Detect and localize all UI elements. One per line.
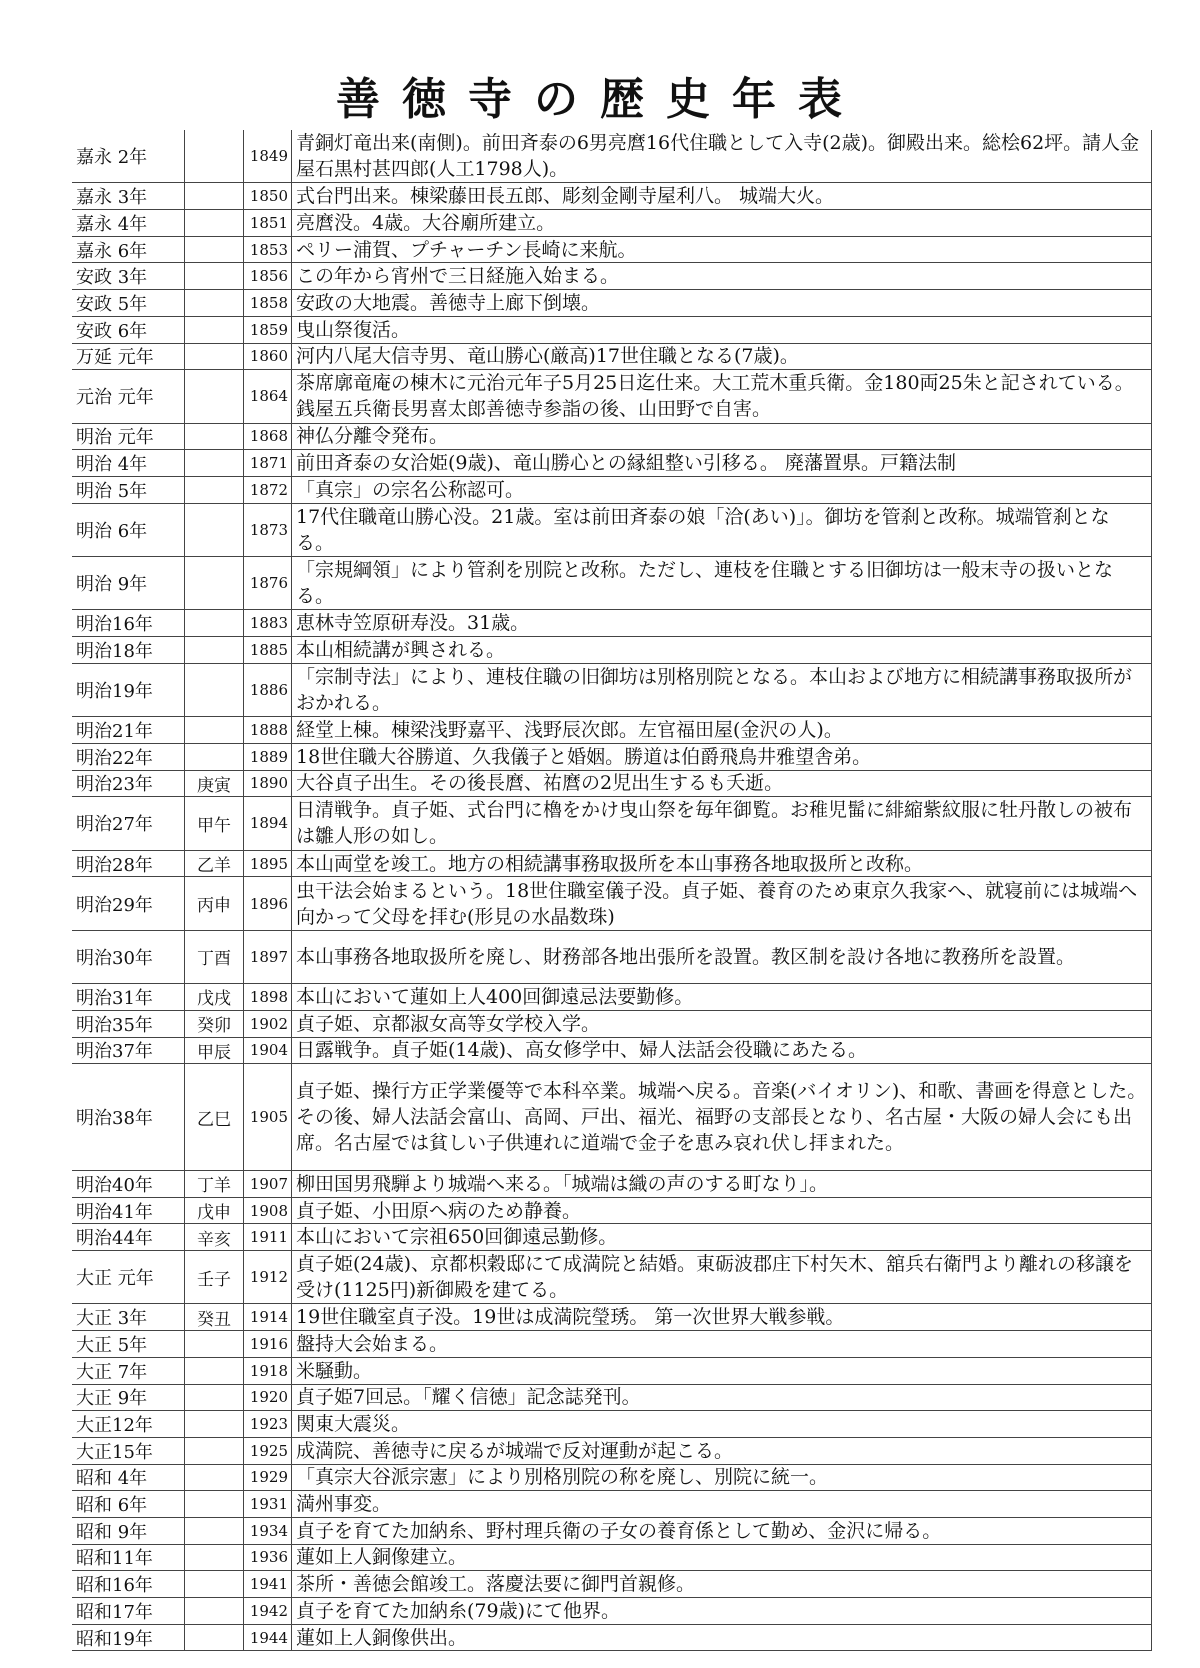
timeline-row [72, 1304, 1152, 1331]
kanshi-cell [184, 1491, 244, 1517]
era-cell: 昭和 9年 [76, 1521, 148, 1543]
timeline-row [72, 290, 1152, 317]
event-cell [292, 344, 1152, 370]
event-cell [292, 210, 1152, 236]
event-text: ペリー浦賀、プチャーチン長崎に来航。 [296, 238, 637, 261]
timeline-row [72, 317, 1152, 344]
era-cell: 安政 6年 [76, 320, 148, 342]
event-cell [292, 637, 1152, 663]
year-cell: 1873 [244, 504, 292, 556]
era-cell: 明治28年 [76, 854, 153, 876]
event-cell [292, 1598, 1152, 1624]
era-cell: 大正 9年 [76, 1388, 148, 1410]
event-cell [292, 717, 1152, 743]
era-cell: 明治16年 [76, 614, 153, 636]
event-text: 盤持大会始まる。 [296, 1332, 449, 1355]
event-cell [292, 797, 1152, 849]
kanshi-cell [184, 557, 244, 609]
event-text: 日露戦争。貞子姫(14歳)、高女修学中、婦人法話会役職にあたる。 [296, 1039, 868, 1062]
event-text: 経堂上棟。棟梁浅野嘉平、浅野辰次郎。左官福田屋(金沢の人)。 [296, 719, 843, 742]
year-cell: 1902 [244, 1011, 292, 1037]
event-text: 虫干法会始まるという。18世住職室儀子没。貞子姫、養育のため東京久我家へ、就寝前には城端へ向かって父母を拝む(形見の水晶数珠) [296, 879, 1138, 928]
year-cell: 1864 [244, 370, 292, 422]
year-cell: 1886 [244, 664, 292, 716]
event-text: 関東大震災。 [296, 1413, 411, 1436]
history-timeline-table [72, 130, 1152, 1651]
event-cell [292, 664, 1152, 716]
era-cell: 明治29年 [76, 894, 153, 916]
event-text: 成満院、善徳寺に戻るが城端で反対運動が起こる。 [296, 1439, 734, 1462]
era-cell: 明治27年 [76, 814, 153, 836]
timeline-row [72, 130, 1152, 183]
timeline-row [72, 1545, 1152, 1572]
event-cell [292, 1198, 1152, 1224]
event-text: 河内八尾大信寺男、竜山勝心(厳高)17世住職となる(7歳)。 [296, 345, 799, 368]
year-cell: 1923 [244, 1411, 292, 1437]
kanshi-cell [184, 317, 244, 343]
year-cell: 1934 [244, 1518, 292, 1544]
era-cell: 明治 9年 [76, 574, 148, 596]
era-cell: 大正 元年 [76, 1268, 154, 1290]
timeline-row [72, 771, 1152, 798]
event-text: 本山において蓮如上人400回御遠忌法要勤修。 [296, 985, 694, 1008]
era-cell: 明治 6年 [76, 520, 148, 542]
era-cell: 大正12年 [76, 1415, 153, 1437]
era-cell: 万延 元年 [76, 347, 154, 369]
era-cell: 昭和 6年 [76, 1495, 148, 1517]
kanshi-cell [184, 1358, 244, 1384]
event-cell [292, 424, 1152, 450]
era-cell: 嘉永 6年 [76, 240, 148, 262]
timeline-row [72, 1438, 1152, 1465]
event-text: 大谷貞子出生。その後長麿、祐麿の2児出生するも夭逝。 [296, 772, 784, 795]
timeline-row [72, 1491, 1152, 1518]
era-cell: 明治18年 [76, 640, 153, 662]
event-text: 亮麿没。4歳。大谷廟所建立。 [296, 211, 556, 234]
era-cell: 元治 元年 [76, 387, 154, 409]
year-cell: 1936 [244, 1545, 292, 1571]
year-cell: 1920 [244, 1385, 292, 1411]
year-cell: 1897 [244, 931, 292, 983]
timeline-row [72, 1385, 1152, 1412]
era-cell: 大正15年 [76, 1441, 153, 1463]
kanshi-cell [184, 130, 244, 182]
kanshi-cell [184, 1518, 244, 1544]
era-cell: 明治37年 [76, 1041, 153, 1063]
kanshi-cell [184, 1465, 244, 1491]
year-cell: 1941 [244, 1571, 292, 1597]
kanshi-cell [184, 1331, 244, 1357]
event-text: 「真宗」の宗名公称認可。 [296, 478, 525, 501]
timeline-row [72, 877, 1152, 930]
era-cell: 昭和19年 [76, 1628, 153, 1650]
year-cell: 1888 [244, 717, 292, 743]
event-cell [292, 1518, 1152, 1544]
event-cell [292, 504, 1152, 556]
year-cell: 1905 [244, 1064, 292, 1170]
event-text: 青銅灯竜出来(南側)。前田斉泰の6男亮麿16代住職として入寺(2歳)。御殿出来。総桧62坪。請人金屋石黒村甚四郎(人工1798人)。 [296, 132, 1140, 181]
event-text: 貞子を育てた加納糸(79歳)にて他界。 [296, 1599, 621, 1622]
era-cell: 昭和17年 [76, 1601, 153, 1623]
kanshi-cell [184, 290, 244, 316]
timeline-row [72, 210, 1152, 237]
event-text: この年から宵州で三日経施入始まる。 [296, 265, 620, 288]
kanshi-cell: 戊申 [184, 1198, 244, 1224]
kanshi-cell [184, 263, 244, 289]
timeline-row [72, 1038, 1152, 1065]
year-cell: 1856 [244, 263, 292, 289]
event-cell [292, 1465, 1152, 1491]
kanshi-cell: 戊戌 [184, 984, 244, 1010]
kanshi-cell [184, 1571, 244, 1597]
timeline-row [72, 1625, 1152, 1652]
event-text: 前田斉泰の女洽姫(9歳)、竜山勝心との縁組整い引移る。 廃藩置県。戸籍法制 [296, 452, 956, 475]
event-cell [292, 1038, 1152, 1064]
kanshi-cell: 辛亥 [184, 1224, 244, 1250]
timeline-row [72, 450, 1152, 477]
kanshi-cell [184, 210, 244, 236]
event-text: 本山両堂を竣工。地方の相続講事務取扱所を本山事務各地取扱所と改称。 [296, 852, 924, 875]
event-text: 本山相続講が興される。 [296, 638, 506, 661]
timeline-row [72, 237, 1152, 264]
kanshi-cell: 丙申 [184, 877, 244, 929]
era-cell: 明治19年 [76, 681, 153, 702]
era-cell: 昭和11年 [76, 1548, 153, 1570]
timeline-row [72, 1571, 1152, 1598]
year-cell: 1850 [244, 183, 292, 209]
event-cell [292, 1571, 1152, 1597]
event-text: 蓮如上人銅像供出。 [296, 1626, 468, 1649]
event-text: 茶席廓竜庵の棟木に元治元年子5月25日迄仕来。大工荒木重兵衛。金180両25朱と記されている。銭屋五兵衛長男喜太郎善徳寺参詣の後、山田野で自害。 [296, 372, 1134, 421]
event-text: 安政の大地震。善徳寺上廊下倒壊。 [296, 291, 601, 314]
event-cell [292, 317, 1152, 343]
event-text: 蓮如上人銅像建立。 [296, 1546, 468, 1569]
event-text: 神仏分離令発布。 [296, 425, 449, 448]
timeline-row [72, 370, 1152, 423]
kanshi-cell [184, 637, 244, 663]
kanshi-cell [184, 664, 244, 716]
event-text: 米騒動。 [296, 1359, 373, 1382]
year-cell: 1876 [244, 557, 292, 609]
timeline-row [72, 1171, 1152, 1198]
event-cell [292, 1171, 1152, 1197]
era-cell: 明治35年 [76, 1014, 153, 1036]
event-cell [292, 1064, 1152, 1170]
timeline-row [72, 637, 1152, 664]
event-cell [292, 130, 1152, 182]
event-cell [292, 1358, 1152, 1384]
year-cell: 1872 [244, 477, 292, 503]
timeline-row [72, 263, 1152, 290]
event-text: 本山において宗祖650回御遠忌勤修。 [296, 1226, 618, 1249]
year-cell: 1911 [244, 1224, 292, 1250]
era-cell: 明治 4年 [76, 454, 148, 476]
event-cell [292, 771, 1152, 797]
event-text: 柳田国男飛騨より城端へ来る。「城端は織の声のする町なり」。 [296, 1172, 829, 1195]
event-text: 貞子姫、操行方正学業優等で本科卒業。城端へ戻る。音楽(バイオリン)、和歌、書画を得意とした。その後、婦人法話会富山、高岡、戸出、福光、福野の支部長となり、名古屋・大阪の婦人会にも出席。名古屋では貧しい子供連れに道端で金子を恵み哀れ伏し拝まれた。 [296, 1080, 1147, 1155]
kanshi-cell [184, 744, 244, 770]
year-cell: 1860 [244, 344, 292, 370]
year-cell: 1871 [244, 450, 292, 476]
timeline-row [72, 1411, 1152, 1438]
kanshi-cell: 丁酉 [184, 931, 244, 983]
kanshi-cell: 甲午 [184, 797, 244, 849]
era-cell: 明治31年 [76, 987, 153, 1009]
event-cell [292, 984, 1152, 1010]
event-text: 「宗規綱領」により管刹を別院と改称。ただし、連枝を住職とする旧御坊は一般末寺の扱いとなる。 [296, 559, 1114, 608]
year-cell: 1896 [244, 877, 292, 929]
event-cell [292, 877, 1152, 929]
year-cell: 1894 [244, 797, 292, 849]
era-cell: 安政 5年 [76, 293, 148, 315]
era-cell: 明治 5年 [76, 480, 148, 502]
event-cell [292, 263, 1152, 289]
event-text: 17代住職竜山勝心没。21歳。室は前田斉泰の娘「洽(あい)」。御坊を管刹と改称。城端管刹となる。 [296, 505, 1110, 554]
year-cell: 1914 [244, 1304, 292, 1330]
year-cell: 1918 [244, 1358, 292, 1384]
year-cell: 1885 [244, 637, 292, 663]
era-cell: 昭和16年 [76, 1575, 153, 1597]
era-cell: 大正 7年 [76, 1361, 148, 1383]
event-cell [292, 557, 1152, 609]
year-cell: 1931 [244, 1491, 292, 1517]
kanshi-cell [184, 610, 244, 636]
year-cell: 1858 [244, 290, 292, 316]
timeline-row [72, 1011, 1152, 1038]
timeline-row [72, 664, 1152, 717]
event-text: 本山事務各地取扱所を廃し、財務部各地出張所を設置。教区制を設け各地に教務所を設置。 [296, 945, 1076, 968]
timeline-row [72, 1598, 1152, 1625]
event-cell [292, 851, 1152, 877]
year-cell: 1889 [244, 744, 292, 770]
year-cell: 1849 [244, 130, 292, 182]
timeline-row [72, 797, 1152, 850]
event-cell [292, 610, 1152, 636]
era-cell: 明治30年 [76, 947, 153, 969]
event-cell [292, 290, 1152, 316]
era-cell: 嘉永 2年 [76, 147, 148, 169]
year-cell: 1929 [244, 1465, 292, 1491]
event-cell [292, 1224, 1152, 1250]
event-cell [292, 1011, 1152, 1037]
year-cell: 1890 [244, 771, 292, 797]
era-cell: 明治38年 [76, 1108, 153, 1130]
event-cell [292, 370, 1152, 422]
timeline-row [72, 424, 1152, 451]
timeline-row [72, 504, 1152, 557]
event-text: 恵林寺笠原研寿没。31歳。 [296, 612, 530, 635]
era-cell: 昭和 4年 [76, 1468, 148, 1490]
year-cell: 1851 [244, 210, 292, 236]
event-text: 貞子姫、小田原へ病のため静養。 [296, 1199, 582, 1222]
year-cell: 1925 [244, 1438, 292, 1464]
kanshi-cell [184, 183, 244, 209]
event-text: 貞子姫(24歳)、京都枳穀邸にて成満院と結婚。東砺波郡庄下村矢木、舘兵右衛門より離れの移譲を受け(1125円)新御殿を建てる。 [296, 1253, 1134, 1302]
kanshi-cell [184, 1385, 244, 1411]
timeline-row [72, 1198, 1152, 1225]
timeline-row [72, 344, 1152, 371]
year-cell: 1853 [244, 237, 292, 263]
era-cell: 大正 5年 [76, 1334, 148, 1356]
year-cell: 1895 [244, 851, 292, 877]
event-cell [292, 1411, 1152, 1437]
era-cell: 明治41年 [76, 1201, 153, 1223]
event-text: 19世住職室貞子没。19世は成満院瑩琇。 第一次世界大戦参戦。 [296, 1306, 845, 1329]
kanshi-cell: 甲辰 [184, 1038, 244, 1064]
timeline-row [72, 931, 1152, 984]
timeline-row [72, 1251, 1152, 1304]
timeline-row [72, 744, 1152, 771]
timeline-row [72, 557, 1152, 610]
year-cell: 1908 [244, 1198, 292, 1224]
era-cell: 明治 元年 [76, 427, 154, 449]
event-text: 貞子を育てた加納糸、野村理兵衛の子女の養育係として勤め、金沢に帰る。 [296, 1519, 942, 1542]
event-text: 貞子姫7回忌。「耀く信徳」記念誌発刊。 [296, 1386, 641, 1409]
kanshi-cell: 丁羊 [184, 1171, 244, 1197]
timeline-row [72, 851, 1152, 878]
kanshi-cell [184, 237, 244, 263]
event-cell [292, 237, 1152, 263]
event-text: 貞子姫、京都淑女高等女学校入学。 [296, 1012, 601, 1035]
event-text: 日清戦争。貞子姫、式台門に櫓をかけ曳山祭を毎年御覧。お稚児髷に緋縮紫紋服に牡丹散しの被布は雛人形の如し。 [296, 799, 1133, 848]
event-text: 18世住職大谷勝道、久我儀子と婚姻。勝道は伯爵飛鳥井雅望舎弟。 [296, 745, 872, 768]
event-cell [292, 183, 1152, 209]
kanshi-cell: 癸卯 [184, 1011, 244, 1037]
kanshi-cell [184, 717, 244, 743]
kanshi-cell: 壬子 [184, 1251, 244, 1303]
event-cell [292, 1251, 1152, 1303]
year-cell: 1898 [244, 984, 292, 1010]
year-cell: 1916 [244, 1331, 292, 1357]
year-cell: 1944 [244, 1625, 292, 1651]
kanshi-cell [184, 424, 244, 450]
era-cell: 嘉永 4年 [76, 213, 148, 235]
event-cell [292, 1385, 1152, 1411]
year-cell: 1868 [244, 424, 292, 450]
page-title: 善徳寺の歴史年表 [336, 74, 864, 125]
timeline-row [72, 1358, 1152, 1385]
era-cell: 嘉永 3年 [76, 187, 148, 209]
event-cell [292, 1331, 1152, 1357]
era-cell: 明治44年 [76, 1228, 153, 1250]
event-cell [292, 1625, 1152, 1651]
timeline-row [72, 717, 1152, 744]
year-cell: 1942 [244, 1598, 292, 1624]
year-cell: 1912 [244, 1251, 292, 1303]
kanshi-cell [184, 1438, 244, 1464]
event-cell [292, 477, 1152, 503]
kanshi-cell [184, 1411, 244, 1437]
timeline-row [72, 1064, 1152, 1171]
event-cell [292, 744, 1152, 770]
kanshi-cell [184, 504, 244, 556]
kanshi-cell [184, 370, 244, 422]
event-cell [292, 1491, 1152, 1517]
era-cell: 大正 3年 [76, 1308, 148, 1330]
timeline-row [72, 477, 1152, 504]
era-cell: 安政 3年 [76, 267, 148, 289]
kanshi-cell [184, 1598, 244, 1624]
timeline-row [72, 610, 1152, 637]
era-cell: 明治40年 [76, 1174, 153, 1196]
event-text: 曳山祭復活。 [296, 318, 411, 341]
timeline-row [72, 1224, 1152, 1251]
event-cell [292, 450, 1152, 476]
kanshi-cell [184, 344, 244, 370]
timeline-row [72, 183, 1152, 210]
event-cell [292, 1545, 1152, 1571]
year-cell: 1883 [244, 610, 292, 636]
era-cell: 明治23年 [76, 774, 153, 796]
timeline-row [72, 1465, 1152, 1492]
event-text: 「宗制寺法」により、連枝住職の旧御坊は別格別院となる。本山および地方に相続講事務取扱所がおかれる。 [296, 666, 1133, 714]
year-cell: 1859 [244, 317, 292, 343]
kanshi-cell [184, 477, 244, 503]
year-cell: 1907 [244, 1171, 292, 1197]
event-text: 式台門出来。棟梁藤田長五郎、彫刻金剛寺屋利八。 城端大火。 [296, 185, 835, 208]
event-cell [292, 1304, 1152, 1330]
timeline-row [72, 1331, 1152, 1358]
kanshi-cell [184, 1625, 244, 1651]
event-cell [292, 931, 1152, 983]
event-text: 「真宗大谷派宗憲」により別格別院の称を廃し、別院に統一。 [296, 1466, 829, 1489]
kanshi-cell [184, 450, 244, 476]
event-text: 満州事変。 [296, 1493, 392, 1516]
kanshi-cell: 乙巳 [184, 1064, 244, 1170]
kanshi-cell: 乙羊 [184, 851, 244, 877]
era-cell: 明治22年 [76, 747, 153, 769]
year-cell: 1904 [244, 1038, 292, 1064]
event-text: 茶所・善徳会館竣工。落慶法要に御門首親修。 [296, 1573, 696, 1596]
timeline-row [72, 1518, 1152, 1545]
kanshi-cell: 癸丑 [184, 1304, 244, 1330]
timeline-row [72, 984, 1152, 1011]
event-cell [292, 1438, 1152, 1464]
kanshi-cell: 庚寅 [184, 771, 244, 797]
kanshi-cell [184, 1545, 244, 1571]
era-cell: 明治21年 [76, 721, 153, 743]
